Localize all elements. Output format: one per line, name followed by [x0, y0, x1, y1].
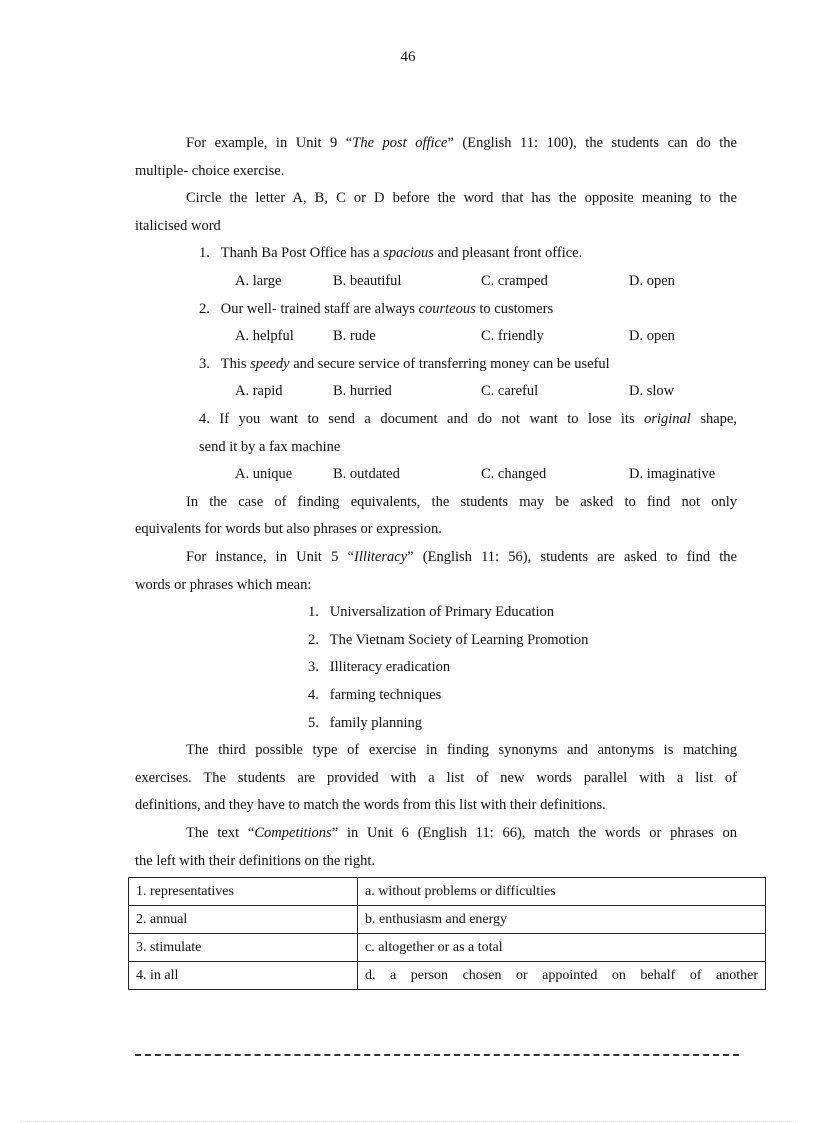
table-cell-word: 4. in all	[129, 962, 358, 990]
intro-line-1: For example, in Unit 9 “The post office” (English 11: 100), the students can do the	[186, 135, 737, 151]
q1-option-d: D. open	[629, 273, 675, 289]
q4-option-c: C. changed	[481, 466, 547, 482]
question-4-keyword: original	[644, 411, 691, 427]
question-1: 1. Thanh Ba Post Office has a spacious and pleasant front office.	[199, 245, 583, 261]
q1-option-c: C. cramped	[481, 273, 548, 289]
page-edge-divider	[20, 1121, 796, 1122]
equivalents-line-2: equivalents for words but also phrases or expression.	[135, 521, 442, 537]
question-3: 3. This speedy and secure service of transferring money can be useful	[199, 356, 610, 372]
q4-option-d: D. imaginative	[629, 466, 716, 482]
table-row	[129, 934, 766, 962]
question-2-keyword: courteous	[418, 301, 476, 317]
instruction-line-2: italicised word	[135, 218, 221, 234]
table-cell-word: 2. annual	[129, 906, 358, 934]
footer-divider	[135, 1054, 739, 1056]
table-cell-definition: b. enthusiasm and energy	[358, 906, 766, 934]
unit-title-post-office: The post office	[352, 135, 448, 151]
q2-option-c: C. friendly	[481, 328, 544, 344]
matching-line-1: The third possible type of exercise in finding synonyms and antonyms is matching	[186, 742, 737, 758]
illiteracy-line-2: words or phrases which mean:	[135, 577, 312, 593]
table-row	[129, 878, 766, 906]
matching-line-3: definitions, and they have to match the words from this list with their definitions.	[135, 797, 606, 813]
equivalents-line-1: In the case of finding equivalents, the students may be asked to find not only	[186, 494, 737, 510]
matching-table	[128, 877, 766, 990]
q3-option-d: D. slow	[629, 383, 675, 399]
q1-option-b: B. beautiful	[333, 273, 402, 289]
q2-option-d: D. open	[629, 328, 675, 344]
instruction-line-1: Circle the letter A, B, C or D before the word that has the opposite meaning to the	[186, 190, 737, 206]
page-number: 46	[400, 49, 416, 65]
table-cell-word: 1. representatives	[129, 878, 358, 906]
competitions-line-2: the left with their definitions on the right.	[135, 853, 376, 869]
table-cell-word: 3. stimulate	[129, 934, 358, 962]
table-row	[129, 962, 766, 990]
intro-line-2: multiple- choice exercise.	[135, 163, 285, 179]
illiteracy-line-1: For instance, in Unit 5 “Illiteracy” (English 11: 56), students are asked to find the	[186, 549, 737, 565]
q3-option-b: B. hurried	[333, 383, 392, 399]
question-2: 2. Our well- trained staff are always courteous to customers	[199, 301, 554, 317]
table-cell-definition: a. without problems or difficulties	[358, 878, 766, 906]
q4-option-b: B. outdated	[333, 466, 400, 482]
q4-option-a: A. unique	[235, 466, 293, 482]
q1-option-a: A. large	[235, 273, 282, 289]
table-row	[129, 906, 766, 934]
unit-title-competitions: Competitions	[254, 825, 332, 841]
phrase-item-1: 1. Universalization of Primary Education	[308, 604, 555, 620]
q3-option-c: C. careful	[481, 383, 539, 399]
matching-line-2: exercises. The students are provided with a list of new words parallel with a list of	[135, 770, 737, 786]
phrase-item-5: 5. family planning	[308, 715, 422, 731]
competitions-line-1: The text “Competitions” in Unit 6 (English 11: 66), match the words or phrases on	[186, 825, 737, 841]
unit-title-illiteracy: Illiteracy	[353, 549, 408, 565]
question-1-keyword: spacious	[383, 245, 434, 261]
table-cell-definition: d. a person chosen or appointed on behalf of another	[358, 962, 766, 990]
phrase-item-3: 3. Illiteracy eradication	[308, 659, 451, 675]
question-4-continuation: send it by a fax machine	[199, 439, 341, 455]
q2-option-b: B. rude	[333, 328, 376, 344]
q2-option-a: A. helpful	[235, 328, 294, 344]
phrase-item-4: 4. farming techniques	[308, 687, 442, 703]
question-3-keyword: speedy	[250, 356, 290, 372]
phrase-item-2: 2. The Vietnam Society of Learning Promotion	[308, 632, 589, 648]
question-4: 4. If you want to send a document and do not want to lose its original shape,	[199, 411, 737, 427]
table-cell-definition: c. altogether or as a total	[358, 934, 766, 962]
q3-option-a: A. rapid	[235, 383, 283, 399]
